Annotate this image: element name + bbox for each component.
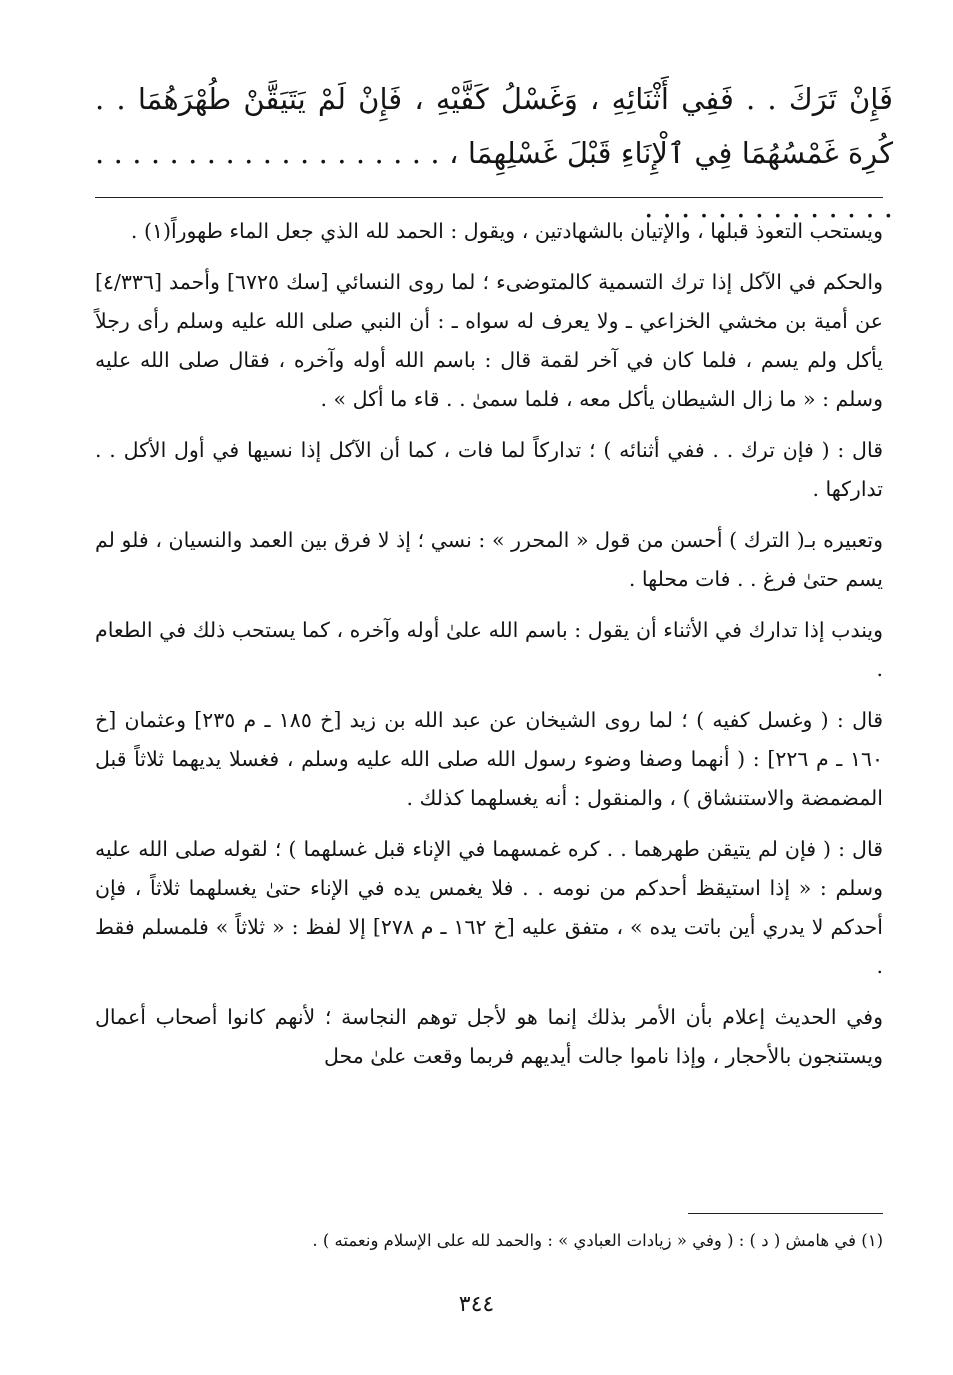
page-number: ٣٤٤ [458, 1292, 495, 1317]
commentary-paragraph: ويندب إذا تدارك في الأثناء أن يقول : باسم الله علىٰ أوله وآخره ، كما يستحب ذلك في الطعام . [95, 618, 883, 681]
footnote: (١) في هامش ( د ) : ( وفي « زيادات العبادي » : والحمد لله على الإسلام ونعمته ) . [312, 1231, 883, 1250]
commentary [95, 212, 883, 1076]
matn-text: فَإِنْ تَرَكَ . . فَفِي أَثْنَائِهِ ، وَغَسْلُ كَفَّيْهِ ، فَإِنْ لَمْ يَتَيَقَّنْ طُهْرَهُمَا . . كُرِهَ غَمْسُهُمَا فِي ٱلْإِنَاءِ قَبْلَ غَسْلِهِمَا ، . . . . . . . . . . . . . . . . . . . . . . . . . . . . . . . . . [95, 82, 893, 224]
commentary-paragraph: قال : ( وغسل كفيه ) ؛ لما روى الشيخان عن عبد الله بن زيد [خ ١٨٥ ـ م ٢٣٥] وعثمان [خ ١٦٠ ـ م ٢٢٦] : ( أنهما وصفا وضوء رسول الله صلى الله عليه وسلم ، فغسلا يديهما ثلاثاً قبل المضمضة والاستنشاق ) ، والمنقول : أنه يغسلهما كذلك . [95, 708, 884, 810]
matn-divider [95, 197, 883, 198]
commentary-paragraph: ويستحب التعوذ قبلها ، والإتيان بالشهادتين ، ويقول : الحمد لله الذي جعل الماء طهوراً(١) . [130, 219, 883, 243]
commentary-paragraph: قال : ( فإن لم يتيقن طهرهما . . كره غمسهما في الإناء قبل غسلهما ) ؛ لقوله صلى الله عليه وسلم : « إذا استيقظ أحدكم من نومه . . فلا يغمس يده في الإناء حتىٰ يغسلهما ثلاثاً ، فإن أحدكم لا يدري أين باتت يده » ، متفق عليه [خ ١٦٢ ـ م ٢٧٨] إلا لفظ : « ثلاثاً » فلمسلم فقط . [95, 837, 883, 978]
commentary-paragraph: وتعبيره بـ( الترك ) أحسن من قول « المحرر » : نسي ؛ إذ لا فرق بين العمد والنسيان ، فلو لم يسم حتىٰ فرغ . . فات محلها . [95, 528, 883, 591]
commentary-paragraph: وفي الحديث إعلام بأن الأمر بذلك إنما هو لأجل توهم النجاسة ؛ لأنهم كانوا أصحاب أعمال ويستنجون بالأحجار ، وإذا ناموا جالت أيديهم فربما وقعت علىٰ محل [95, 1005, 883, 1068]
commentary-paragraph: والحكم في الآكل إذا ترك التسمية كالمتوضىء ؛ لما روى النسائي [سك ٦٧٢٥] وأحمد [٤/٣٣٦] عن أمية بن مخشي الخزاعي ـ ولا يعرف له سواه ـ : أن النبي صلى الله عليه وسلم رأى رجلاً يأكل ولم يسم ، فلما كان في آخر لقمة قال : باسم الله أوله وآخره ، فقال صلى الله عليه وسلم : « ما زال الشيطان يأكل معه ، فلما سمىٰ . . قاء ما أكل » . [95, 270, 883, 411]
footnote-divider [688, 1213, 883, 1214]
commentary-paragraph: قال : ( فإن ترك . . ففي أثنائه ) ؛ تداركاً لما فات ، كما أن الآكل إذا نسيها في أول الأكل . . تداركها . [95, 438, 883, 501]
